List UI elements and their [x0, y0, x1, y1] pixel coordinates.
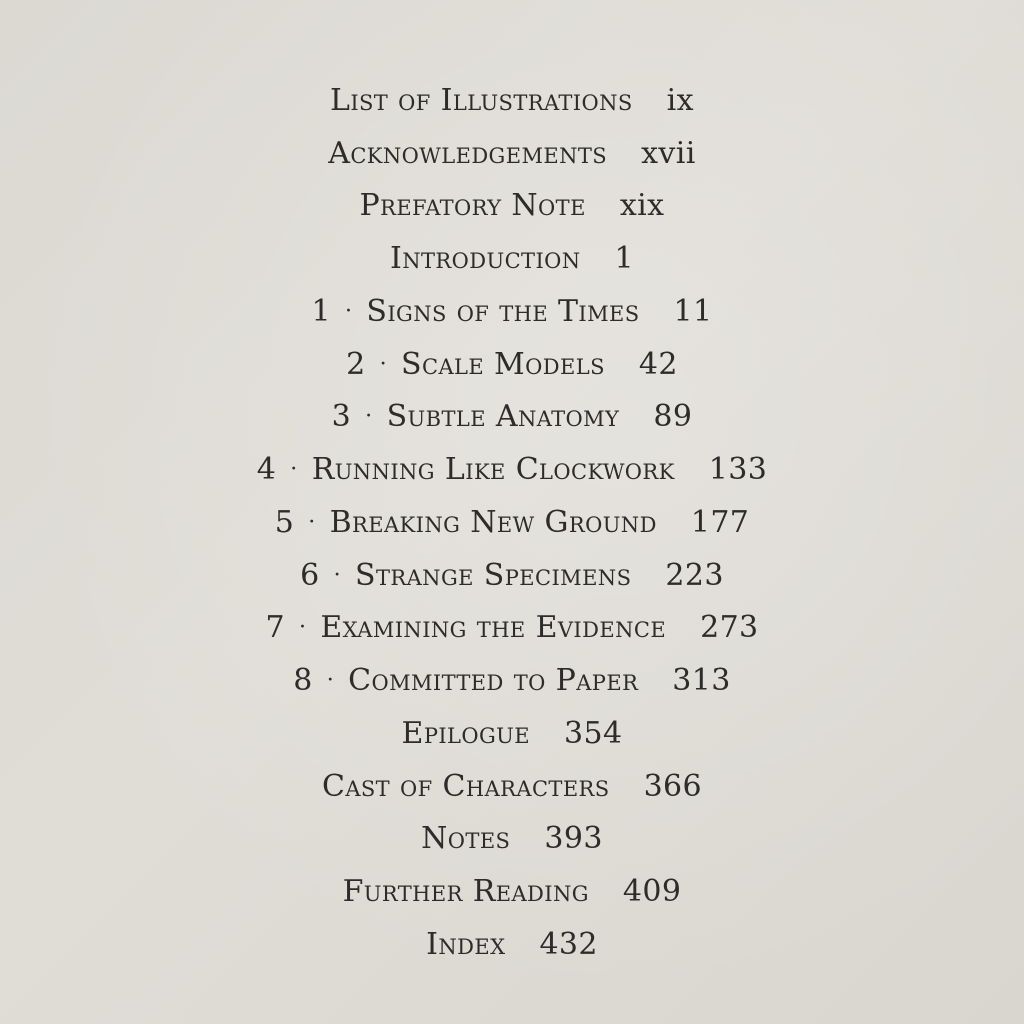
entry-page-number: 432 [539, 926, 598, 962]
entry-title: Strange Specimens [355, 557, 632, 593]
toc-entry-chapter-1 [0, 285, 1024, 338]
entry-page-number: ix [666, 82, 694, 118]
entry-page-number: 11 [673, 293, 713, 329]
entry-title: Acknowledgements [328, 135, 608, 171]
table-of-contents [0, 74, 1024, 971]
entry-page-number: 354 [564, 715, 623, 751]
toc-entry-chapter-6 [0, 549, 1024, 602]
chapter-number: 5 [274, 504, 295, 540]
separator-dot: · [326, 668, 335, 694]
separator-dot: · [298, 615, 307, 641]
chapter-number: 2 [346, 346, 366, 382]
toc-entry-list-of-illustrations [0, 74, 1024, 127]
entry-title: List of Illustrations [330, 82, 633, 118]
entry-title: Running Like Clockwork [311, 452, 675, 488]
entry-page-number: 133 [708, 452, 768, 488]
entry-page-number: 177 [690, 504, 750, 540]
entry-title: Notes [421, 821, 511, 857]
entry-title: Introduction [389, 241, 581, 277]
entry-title: Prefatory Note [359, 188, 586, 224]
entry-page-number: 223 [665, 557, 724, 593]
toc-entry-index [0, 918, 1024, 971]
toc-entry-chapter-7 [0, 602, 1024, 655]
separator-dot: · [308, 509, 316, 535]
entry-page-number: xvii [641, 135, 696, 171]
toc-entry-epilogue [0, 707, 1024, 760]
entry-title: Scale Models [401, 346, 605, 382]
entry-page-number: 42 [638, 346, 678, 382]
chapter-number: 4 [256, 452, 277, 488]
entry-title: Further Reading [342, 874, 589, 910]
toc-entry-chapter-8 [0, 654, 1024, 707]
chapter-number: 8 [293, 663, 313, 699]
toc-entry-acknowledgements [0, 127, 1024, 180]
toc-entry-chapter-2 [0, 338, 1024, 391]
toc-entry-further-reading [0, 865, 1024, 918]
toc-entry-introduction [0, 232, 1024, 285]
separator-dot: · [333, 562, 342, 588]
entry-title: Epilogue [401, 715, 531, 751]
entry-title: Cast of Characters [321, 768, 610, 804]
toc-entry-cast-of-characters [0, 760, 1024, 813]
entry-title: Subtle Anatomy [386, 399, 620, 435]
entry-title: Signs of the Times [366, 293, 640, 329]
entry-page-number: 1 [614, 241, 635, 277]
entry-page-number: 409 [622, 874, 682, 910]
separator-dot: · [290, 457, 298, 483]
toc-entry-prefatory-note [0, 180, 1024, 233]
toc-entry-chapter-4 [0, 443, 1024, 496]
separator-dot: · [344, 298, 353, 324]
entry-title: Examining the Evidence [320, 610, 667, 646]
chapter-number: 6 [300, 557, 320, 593]
entry-title: Index [426, 926, 506, 962]
separator-dot: · [365, 404, 373, 430]
entry-title: Breaking New Ground [329, 504, 657, 540]
toc-entry-chapter-5 [0, 496, 1024, 549]
chapter-number: 3 [331, 399, 352, 435]
toc-entry-chapter-3 [0, 391, 1024, 444]
entry-page-number: 273 [700, 610, 759, 646]
entry-page-number: 313 [672, 663, 731, 699]
chapter-number: 1 [311, 293, 331, 329]
entry-page-number: xix [619, 188, 665, 224]
entry-title: Committed to Paper [348, 663, 639, 699]
entry-page-number: 89 [653, 399, 693, 435]
separator-dot: · [379, 351, 388, 377]
entry-page-number: 366 [643, 768, 703, 804]
entry-page-number: 393 [544, 821, 603, 857]
toc-entry-notes [0, 813, 1024, 866]
chapter-number: 7 [265, 610, 285, 646]
